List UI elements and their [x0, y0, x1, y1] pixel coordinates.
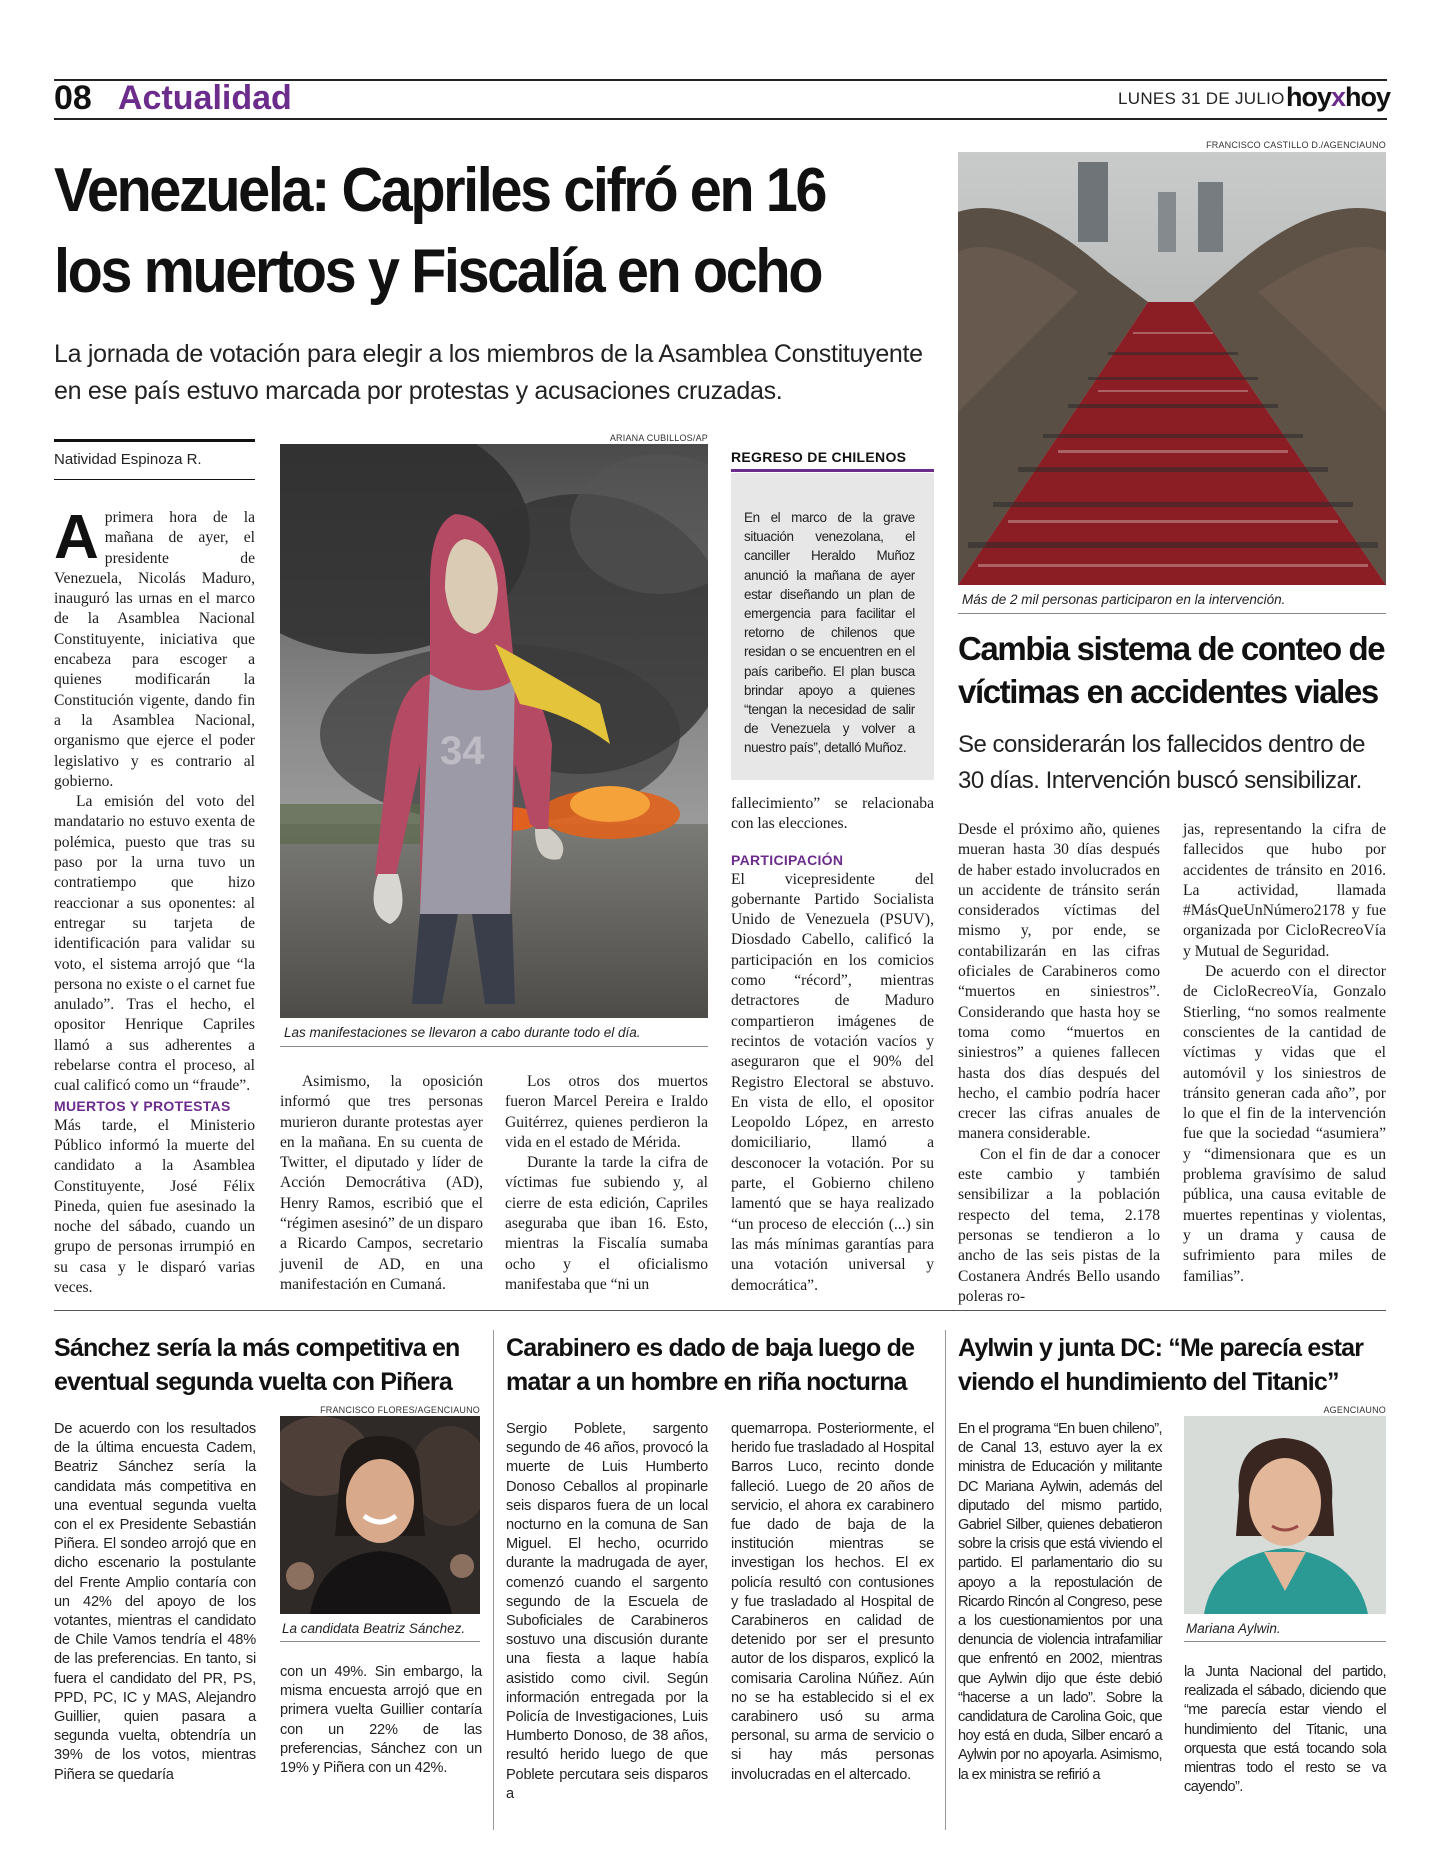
- dropcap: A: [54, 503, 99, 572]
- main-headline: Venezuela: Capriles cifró en 16 los muertos y Fiscalía en ocho: [54, 156, 826, 306]
- sidebar-accent-rule: [731, 469, 934, 472]
- bottom-separator: [54, 1310, 1386, 1311]
- main-col3-p1: Los otros dos muertos fueron Marcel Pereira e Iraldo Guitérrez, quienes perdieron la vida en el estado de Mérida.: [505, 1073, 708, 1151]
- main-photo-caption: Las manifestaciones se llevaron a cabo durante todo el día.: [284, 1025, 641, 1040]
- bottom2-column-1: [506, 1420, 708, 1804]
- right-col1-p1: Desde el próximo año, quienes mueran hasta 30 días después de haber estado involucrados en un accidente de tránsito serán considerados víctimas del mismo y, por ende, se contabilizarán en las cifras oficiales de Carabineros como “muertos en siniestros”. Considerando que hasta hoy se toma como “muertos en siniestros” a quienes fallecen hasta dos días después del hecho, el cambio podría hacer crecer las cifras anuales de manera considerable.: [958, 821, 1160, 1143]
- bottom3-photo-caption: Mariana Aylwin.: [1186, 1621, 1281, 1636]
- main-deck: La jornada de votación para elegir a los miembros de la Asamblea Constituyente en ese país estuvo marcada por protestas y acusaciones cruzadas.: [54, 340, 923, 405]
- main-col2-p1: Asimismo, la oposición informó que tres personas murieron durante protestas ayer en la mañana. En su cuenta de Twitter, el diputado y líder de Acción Democrátiva (AD), Henry Ramos, escribió que el “régimen asesinó” de un disparo a Ricardo Campos, secretario juvenil de AD, en una manifestación en Cumaná.: [280, 1073, 483, 1293]
- bottom3-headline: Aylwin y junta DC: “Me parecía estar viendo el hundimiento del Titanic”: [958, 1334, 1364, 1396]
- bottom3-column-1: [958, 1420, 1162, 1785]
- bottom1-col2-text: con un 49%. Sin embargo, la misma encuesta arrojó que en primera vuelta Guillier contaría con un 22% de las preferencias, Sánchez con un 19% y Piñera con un 42%.: [280, 1664, 482, 1777]
- byline-bottom-rule: [54, 479, 255, 480]
- logo-x: x: [1331, 82, 1346, 112]
- right-col2-p1: jas, representando la cifra de fallecidos que hubo por accidentes de tránsito en 2016. La actividad, llamada #MásQueUnNúmero2178 y fue organizada por CicloRecreoVía y Mutual de Seguridad.: [1183, 821, 1386, 960]
- bottom2-col1-text: Sergio Poblete, sargento segundo de 46 años, provocó la muerte de Luis Humberto Donoso Ceballos al propinarle seis disparos fuera de un local nocturno en la comuna de San Miguel. El hecho, ocurrido durante la madrugada de ayer, comenzó cuando el sargento segundo de la Escuela de Suboficiales de Carabineros sostuvo una discusión durante una fiesta a laque había asistido como civil. Según información entregada por la Policía de Investigaciones, Luis Humberto Donoso, de 38 años, resultó herido luego de que Poblete percutara seis disparos a: [506, 1421, 708, 1802]
- bottom-divider-1: [493, 1330, 494, 1830]
- bottom3-photo-credit: AGENCIAUNO: [1323, 1405, 1386, 1415]
- right-deck: Se considerarán los fallecidos dentro de 30 días. Intervención buscó sensibilizar.: [958, 731, 1365, 794]
- right-column-1: [958, 820, 1160, 1307]
- sidebar-text: En el marco de la grave situación venezolana, el canciller Heraldo Muñoz anunció la mañana de ayer estar diseñando un plan de emergencia para facilitar el retorno de chilenos que residan o se encuentren en el país caribeño. El plan busca brindar apoyo a quienes “tengan la necesidad de salir de Venezuela y volver a nuestro país”, detalló Muñoz.: [744, 509, 915, 756]
- bottom1-photo-caption: La candidata Beatriz Sánchez.: [282, 1621, 466, 1636]
- bottom1-caption-rule: [280, 1641, 480, 1642]
- header-bottom-rule: [54, 118, 1387, 120]
- bottom1-headline: Sánchez sería la más competitiva en eventual segunda vuelta con Piñera: [54, 1334, 460, 1396]
- main-col4-p2: El vicepresidente del gobernante Partido Socialista Unido de Venezuela (PSUV), Diosdado Cabello, calificó la participación en los comicios como “récord”, mientras detractores de Maduro compartieron imágenes de recintos de votación vacíos y aseguraron que el 90% del Registro Electoral se abstuvo. En vista de ello, el opositor Leopoldo López, en arresto domiciliario, llamó a desconocer la votación. Por su parte, el Gobierno chileno lamentó que se haya realizado “un proceso de elección (...) sin las más mínimas garantías para una votación universal y democrática”.: [731, 870, 934, 1294]
- protest-photo: [280, 444, 708, 1018]
- bottom3-caption-rule: [1184, 1641, 1386, 1642]
- bottom2-col2-text: quemarropa. Posteriormente, el herido fue trasladado al Hospital Barros Luco, recinto donde falleció. Luego de 20 años de servicio, el ahora ex carabinero fue dado de baja de la institución mientras se investigan los hechos. El ex policía resultó con contusiones y fue trasladado al Hospital de Carabineros en calidad de detenido por ser el presunto autor de los disparos, explicó la comisaria Carolina Núñez. Aún no se ha establecido si el ex carabinero usó su arma personal, su arma de servicio o si hay más personas involucradas en el altercado.: [731, 1421, 934, 1783]
- main-photo-credit: ARIANA CUBILLOS/AP: [609, 433, 708, 443]
- right-caption-rule: [958, 613, 1386, 614]
- main-col1-p1: primera hora de la mañana de ayer, el presidente de Venezuela, Nicolás Maduro, inauguró las urnas en el marco de la Asamblea Nacional Constituyente, iniciativa que encabeza para escoger a quienes modificarán la Constitución vigente, dando fin a la Asamblea Nacional, organismo que ejerce el poder legislativo y es contrario al gobierno.: [54, 509, 255, 790]
- sidebar-title: REGRESO DE CHILENOS: [731, 449, 907, 465]
- right-photo-credit: FRANCISCO CASTILLO D./AGENCIAUNO: [1206, 140, 1386, 150]
- bottom3-column-2: [1184, 1663, 1386, 1797]
- aylwin-photo: [1184, 1416, 1386, 1614]
- logo-left: hoy: [1286, 82, 1332, 112]
- main-col1-p3: Más tarde, el Ministerio Público informó la muerte del candidato a la Asamblea Constituyente, José Félix Pineda, quien fue asesinado la noche del sábado, cuando un grupo de personas irrumpió en su casa y le disparó varias veces.: [54, 1116, 255, 1296]
- main-col4-p1: fallecimiento” se relacionaba con las elecciones.: [731, 795, 934, 833]
- aylwin-photo-illustration: [1184, 1416, 1386, 1614]
- main-column-4: [731, 794, 934, 1296]
- caption-rule: [280, 1046, 708, 1047]
- sanchez-photo: [280, 1416, 480, 1614]
- right-col1-p2: Con el fin de dar a conocer este cambio y también sensibilizar a la población respecto del tema, 2.178 personas se tendieron a lo ancho de las seis pistas de la Costanera Andrés Bello usando poleras ro-: [958, 1145, 1160, 1305]
- bottom-divider-2: [945, 1330, 946, 1830]
- page-number: 08: [54, 79, 92, 117]
- bottom1-photo-credit: FRANCISCO FLORES/AGENCIAUNO: [320, 1405, 480, 1415]
- bottom2-column-2: [731, 1420, 934, 1785]
- bottom2-headline: Carabinero es dado de baja luego de matar a un hombre en riña nocturna: [506, 1334, 915, 1396]
- main-column-2: [280, 1072, 483, 1295]
- main-col1-p2: La emisión del voto del mandatario no estuvo exenta de polémica, puesto que tras su paso por la urna tuvo un contratiempo que hizo reaccionar a sus oponentes: al entregar su tarjeta de identificación para validar su voto, el sistema arrojó que “la persona no existe o el carnet fue anulado”. Tras el hecho, el opositor Henrique Capriles llamó a sus adherentes a rebelarse contra el proceso, al cual calificó como un “fraude”.: [54, 793, 255, 1095]
- subhead-participacion: PARTICIPACIÓN: [731, 851, 844, 868]
- main-column-3: [505, 1072, 708, 1295]
- section-name: Actualidad: [118, 79, 292, 117]
- protest-photo-illustration: [280, 444, 708, 1018]
- bottom1-col1-text: De acuerdo con los resultados de la última encuesta Cadem, Beatriz Sánchez sería la candidata más competitiva en una eventual segunda vuelta con el ex Presidente Sebastián Piñera. El sondeo arrojó que en dicho escenario la postulante del Frente Amplio contaría con un 42% del apoyo de los votantes, mientras el candidato de Chile Vamos tendría el 48% de las preferencias. En tanto, si fuera el candidato del PR, PS, PPD, PC, IC y MAS, Alejandro Guillier, quien pasara a segunda vuelta, obtendría un 39% de los votos, mientras Piñera se quedaría: [54, 1421, 256, 1783]
- byline-top-rule: [54, 439, 255, 442]
- right-headline: Cambia sistema de conteo de víctimas en accidentes viales: [958, 630, 1385, 710]
- right-photo-caption: Más de 2 mil personas participaron en la intervención.: [962, 592, 1286, 607]
- bottom1-column-2: [280, 1663, 482, 1778]
- newspaper-logo: [1286, 82, 1390, 112]
- crowd-photo: [958, 152, 1386, 585]
- bottom1-column-1: [54, 1420, 256, 1785]
- sanchez-photo-illustration: [280, 1416, 480, 1614]
- main-column-1: [54, 503, 255, 1298]
- main-col3-p2: Durante la tarde la cifra de víctimas fue subiendo y, al cierre de esta edición, Capriles aseguraba que iban 16. Esto, mientras la Fiscalía sumaba ocho y el oficialismo manifestaba que “ni un: [505, 1154, 708, 1293]
- issue-date: LUNES 31 DE JULIO: [1118, 89, 1285, 108]
- logo-right: hoy: [1345, 82, 1391, 112]
- svg-text:34: 34: [440, 729, 485, 773]
- subhead-muertos: MUERTOS Y PROTESTAS: [54, 1097, 231, 1114]
- byline: Natividad Espinoza R.: [54, 451, 202, 468]
- right-col2-p2: De acuerdo con el director de CicloRecreoVía, Gonzalo Stierling, “no somos realmente conscientes de la cantidad de víctimas y vidas que el automóvil y los siniestros de tránsito generan cada año”, por lo que el fin de la intervención fue que la sociedad “asumiera” y “dimensionara que es un problema gravísimo de salud pública, una causa evitable de muertes repentinas y violentas, y un drama y causa de sufrimiento para miles de familias”.: [1183, 963, 1386, 1285]
- right-column-2: [1183, 820, 1386, 1287]
- bottom3-col1-text: En el programa “En buen chileno”, de Canal 13, estuvo ayer la ex ministra de Educación y militante DC Mariana Aylwin, además del diputado del mismo partido, Gabriel Silber, quienes debatieron sobre la crisis que está viviendo el partido. El parlamentario dio su apoyo a la repostulación de Ricardo Rincón al Congreso, pese a los cuestionamientos por una denuncia de violencia intrafamiliar que enfrentó en 2002, mientras que Aylwin dijo que éste debió “hacerse a un lado”. Sobre la candidatura de Carolina Goic, que hoy está en duda, Silber encaró a Aylwin por no apoyarla. Asimismo, la ex ministra se refirió a: [958, 1421, 1162, 1783]
- bottom3-col2-text: la Junta Nacional del partido, realizada el sábado, diciendo que “me parecía estar viendo el hundimiento del Titanic, una orquesta que está tocando sola mientras todo el resto se va cayendo”.: [1184, 1664, 1386, 1796]
- crowd-photo-illustration: [958, 152, 1386, 585]
